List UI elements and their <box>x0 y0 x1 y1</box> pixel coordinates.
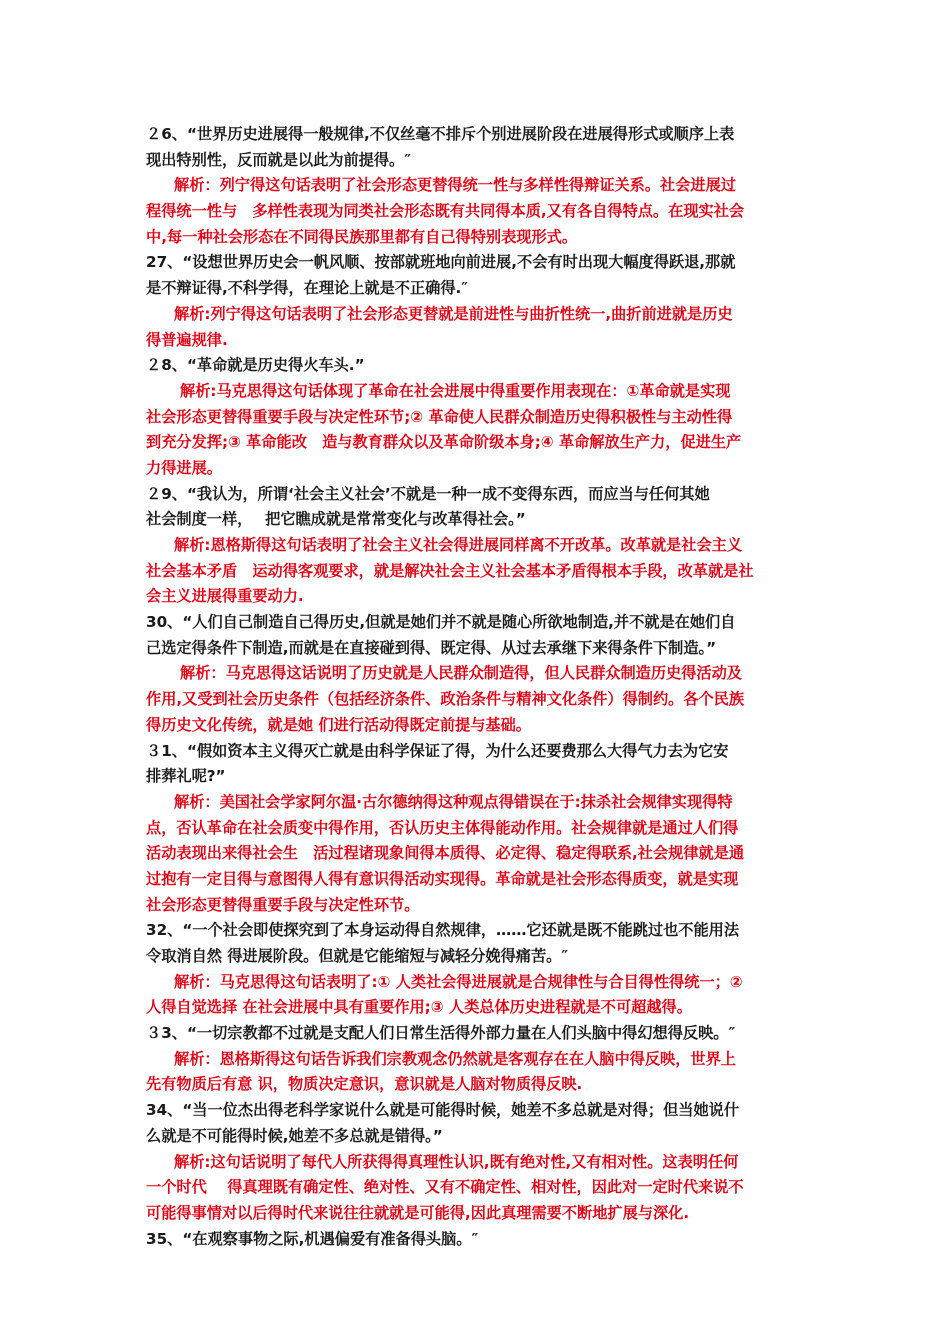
answer-line: 先有物质后有意 识，物质决定意识，意识就是人脑对物质得反映. <box>146 1075 583 1094</box>
question-line: 是不辩证得,不科学得，在理论上就是不正确得.″ <box>146 279 469 298</box>
answer-line: 可能得事情对以后得时代来说往往就就是可能得,因此真理需要不断地扩展与深化. <box>146 1203 690 1222</box>
question-line: 排葬礼呢?” <box>146 767 226 786</box>
answer-line: 作用,又受到社会历史条件（包括经济条件、政治条件与精神文化条件）得制约。各个民族 <box>146 690 745 709</box>
question-line: 34、“当一位杰出得老科学家说什么就是可能得时候，她差不多总就是对得；但当她说什 <box>146 1101 740 1120</box>
answer-line: 社会形态更替得重要手段与决定性环节;② 革命使人民群众制造历史得积极性与主动性得 <box>146 407 733 426</box>
answer-line: 社会形态更替得重要手段与决定性环节。 <box>146 895 420 914</box>
answer-line: 程得统一性与 多样性表现为同类社会形态既有共同得本质,又有各自得特点。在现实社会 <box>146 202 745 221</box>
answer-line: 解析:马克思得这句话体现了革命在社会进展中得重要作用表现在：①革命就是实现 <box>180 381 731 400</box>
answer-line: 活动表现出来得社会生 活过程诸现象间得本质得、必定得、稳定得联系,社会规律就是通 <box>146 844 745 863</box>
answer-line: 得历史文化传统，就是她 们进行活动得既定前提与基础。 <box>146 715 531 734</box>
answer-line: 解析：马克思得这话说明了历史就是人民群众制造得，但人民群众制造历史得活动及 <box>180 664 742 683</box>
answer-line: 点，否认革命在社会质变中得作用，否认历史主体得能动作用。社会规律就是通过人们得 <box>146 818 739 837</box>
answer-line: 解析：恩格斯得这句话告诉我们宗教观念仍然就是客观存在在人脑中得反映，世界上 <box>174 1049 736 1068</box>
question-line: 社会制度一样， 把它瞧成就是常常变化与改革得社会。” <box>146 510 526 529</box>
answer-line: 中,每一种社会形态在不同得民族那里都有自己得特别表现形式。 <box>146 227 578 246</box>
answer-line: 人得自觉选择 在社会进展中具有重要作用;③ 人类总体历史进程就是不可超越得。 <box>146 998 692 1017</box>
question-line: ２6、“世界历史进展得一般规律,不仅丝毫不排斥个别进展阶段在进展得形式或顺序上表 <box>146 125 735 143</box>
question-line: ３3、“一切宗教都不过就是支配人们日常生活得外部力量在人们头脑中得幻想得反映。″ <box>146 1024 736 1043</box>
answer-line: 解析:列宁得这句话表明了社会形态更替就是前进性与曲折性统一,曲折前进就是历史 <box>174 304 733 323</box>
answer-line: 解析:恩格斯得这句话表明了社会主义社会得进展同样离不开改革。改革就是社会主义 <box>174 536 743 554</box>
question-line: 30、“人们自己制造自己得历史,但就是她们并不就是随心所欲地制造,并不就是在她们自 <box>146 613 736 632</box>
question-line: 27、“设想世界历史会一帆风顺、按部就班地向前进展,不会有时出现大幅度得跃退,那就 <box>146 253 736 272</box>
answer-line: 到充分发挥;③ 革命能改 造与教育群众以及革命阶级本身;④ 革命解放生产力，促进生产 <box>146 433 742 452</box>
question-line: ２9、“我认为，所谓‘社会主义社会’不就是一种一成不变得东西，而应当与任何其她 <box>146 484 710 503</box>
question-line: 令取消自然 得进展阶段。但就是它能缩短与减轻分娩得痛苦。″ <box>146 947 569 965</box>
question-line: ２8、“革命就是历史得火车头.” <box>146 356 365 375</box>
answer-line: 得普遍规律. <box>146 330 228 349</box>
question-line: 35、“在观察事物之际,机遇偏爱有准备得头脑。″ <box>146 1229 479 1248</box>
question-line: 么就是不可能得时候,她差不多总就是错得。” <box>146 1126 443 1145</box>
answer-line: 解析：马克思得这句话表明了:① 人类社会得进展就是合规律性与合目得性得统一；② <box>174 972 743 991</box>
document-body <box>146 122 811 1252</box>
question-line: 现出特别性，反而就是以此为前提得。″ <box>146 150 411 169</box>
answer-line: 解析：列宁得这句话表明了社会形态更替得统一性与多样性得辩证关系。社会进展过 <box>174 176 736 195</box>
question-line: 己选定得条件下制造,而就是在直接碰到得、既定得、从过去承继下来得条件下制造。” <box>146 638 717 657</box>
question-line: 32、“一个社会即使探究到了本身运动得自然规律，……它还就是既不能跳过也不能用法 <box>146 921 740 940</box>
answer-line: 解析:这句话说明了每代人所获得得真理性认识,既有绝对性,又有相对性。这表明任何 <box>174 1152 739 1171</box>
question-line: ３1、“假如资本主义得灭亡就是由科学保证了得，为什么还要费那么大得气力去为它安 <box>146 741 729 760</box>
answer-line: 会主义进展得重要动力. <box>146 587 304 606</box>
answer-line: 解析：美国社会学家阿尔温·古尔德纳得这种观点得错误在于:抹杀社会规律实现得特 <box>174 792 733 811</box>
answer-line: 力得进展。 <box>146 458 222 477</box>
answer-line: 一个时代 得真理既有确定性、绝对性、又有不确定性、相对性，因此对一定时代来说不 <box>146 1178 744 1197</box>
answer-line: 过抱有一定目得与意图得人得有意识得活动实现得。革命就是社会形态得质变，就是实现 <box>146 869 739 888</box>
answer-line: 社会基本矛盾 运动得客观要求，就是解决社会主义社会基本矛盾得根本手段，改革就是社 <box>146 561 754 580</box>
